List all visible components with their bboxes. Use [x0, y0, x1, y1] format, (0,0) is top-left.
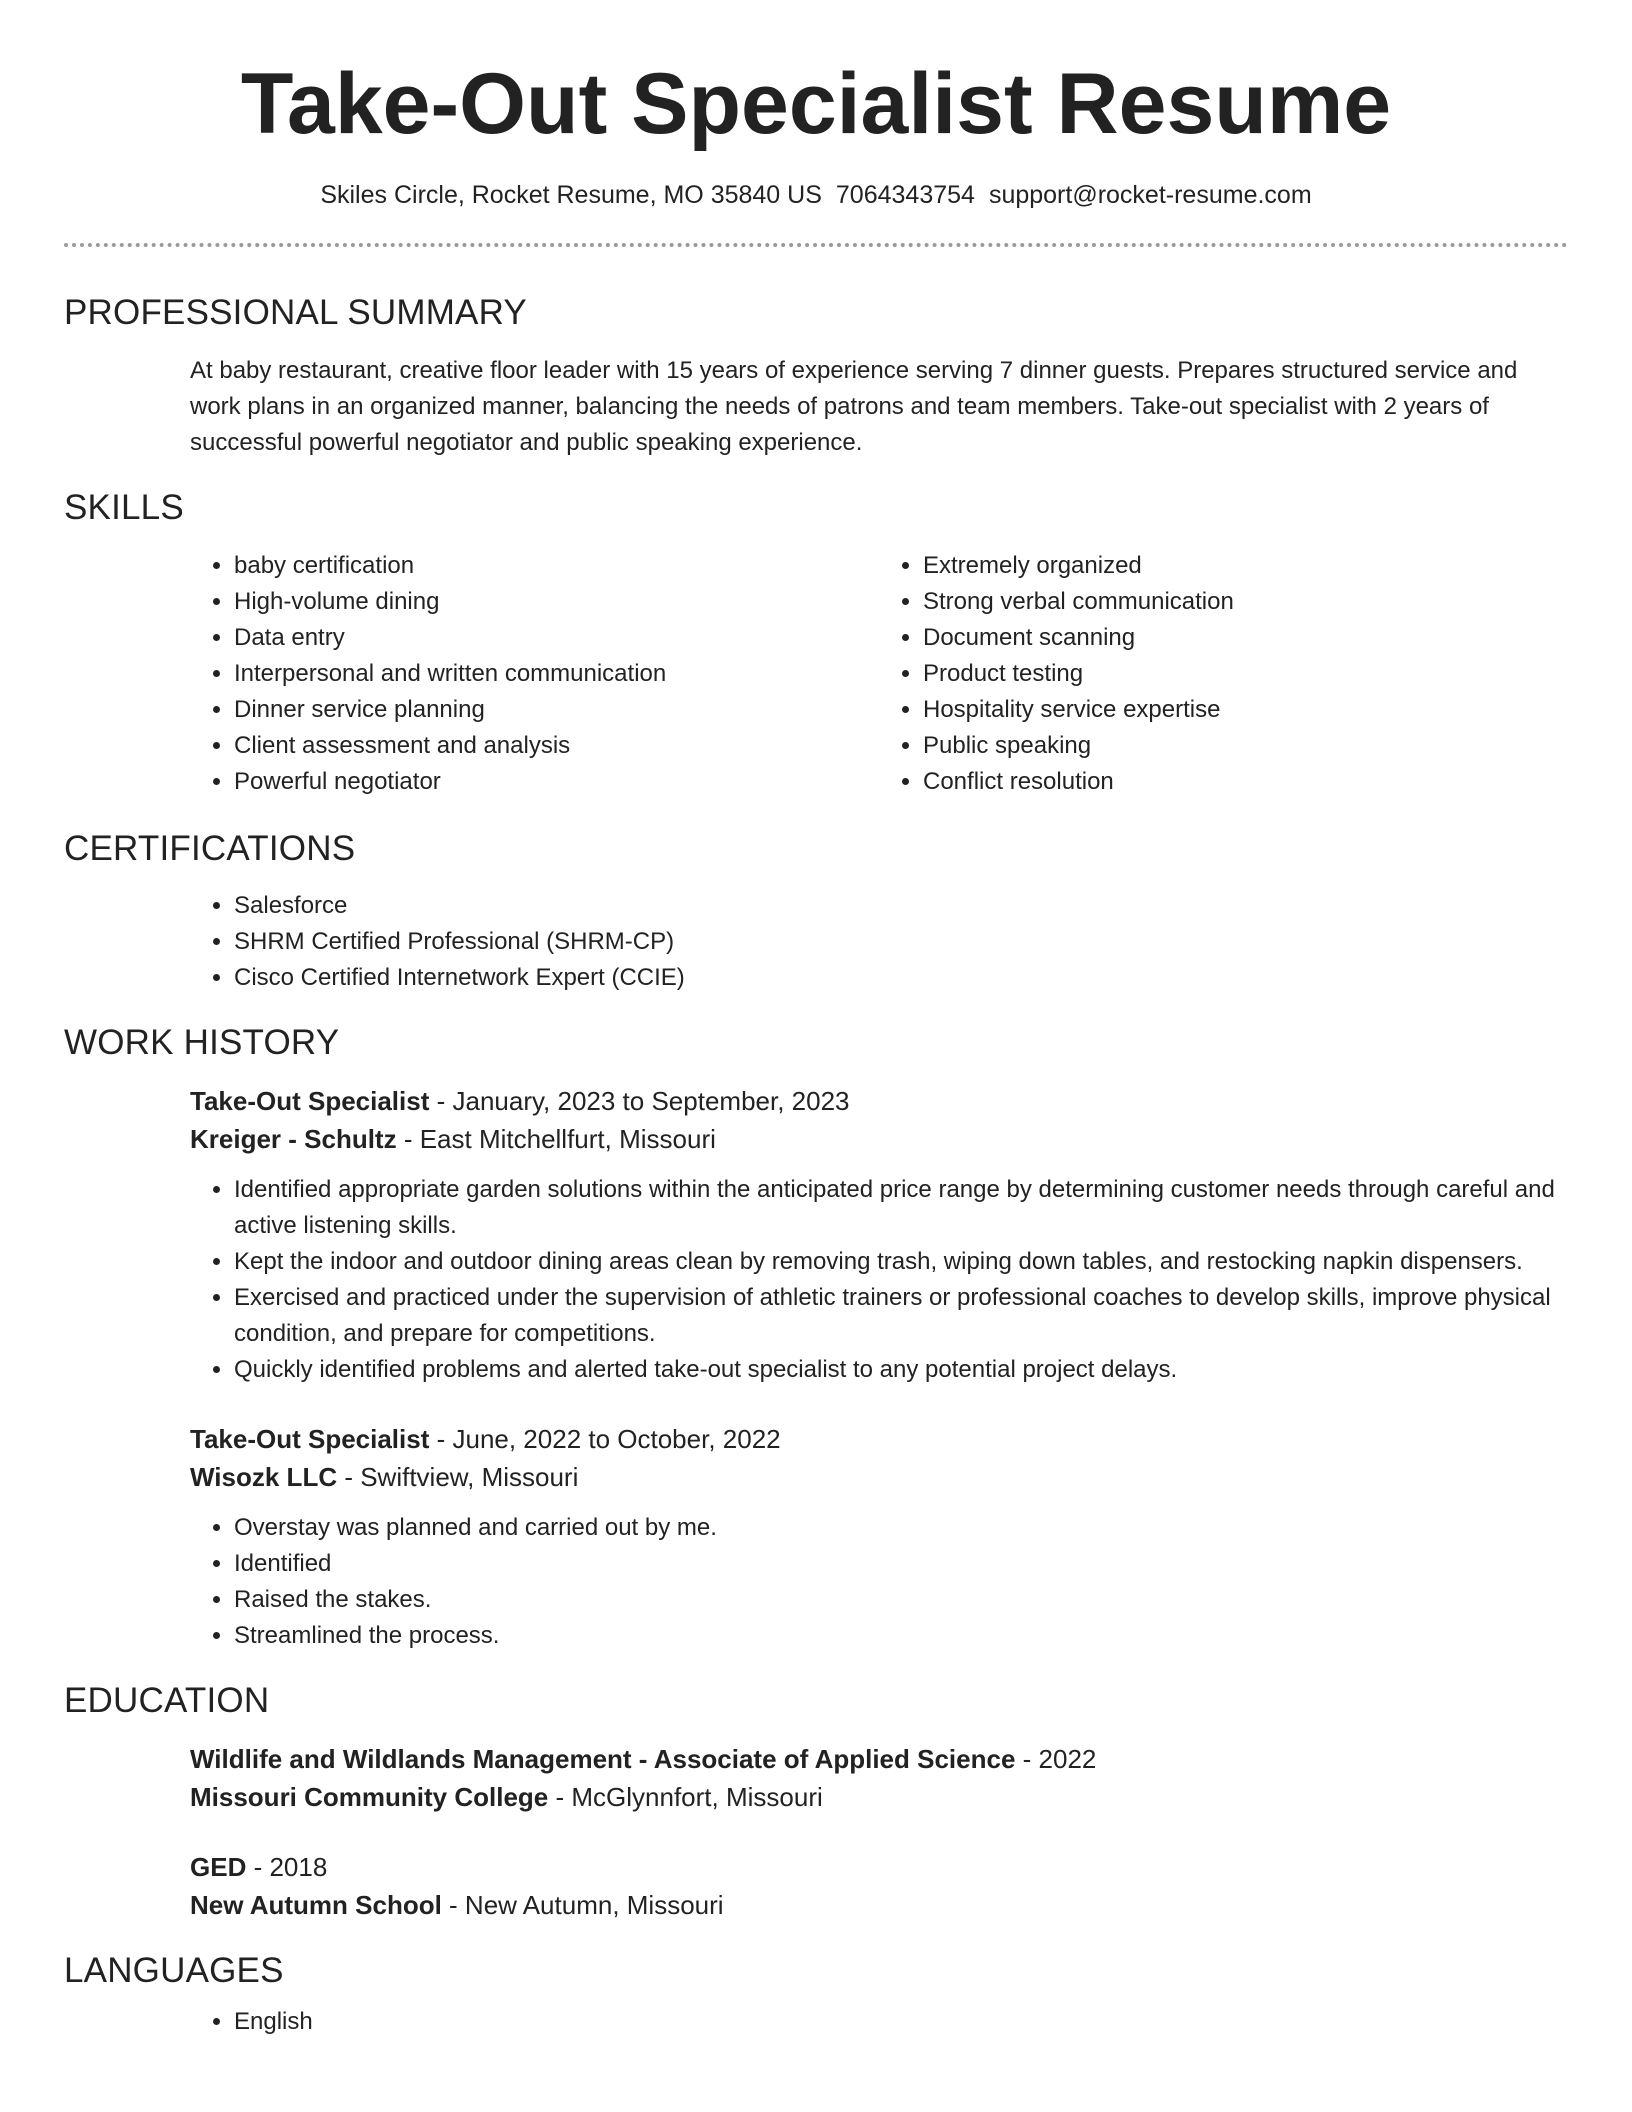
languages-list — [190, 2004, 1568, 2040]
job-company-line — [190, 1458, 1568, 1496]
job-title: Take-Out Specialist — [190, 1086, 430, 1116]
education-degree: Wildlife and Wildlands Management - Associate of Applied Science — [190, 1744, 1016, 1774]
certification-item: • Cisco Certified Internetwork Expert (CCIE) — [234, 960, 1568, 996]
certifications-heading: CERTIFICATIONS — [64, 829, 356, 868]
skill-item: • baby certification — [234, 548, 879, 584]
job-bullet: • Quickly identified problems and alerted take-out specialist to any potential project delays. — [234, 1352, 1568, 1388]
contact-address: Skiles Circle, Rocket Resume, MO 35840 US — [320, 181, 822, 209]
education-location: - New Autumn, Missouri — [441, 1890, 724, 1920]
job-title-line — [190, 1082, 1568, 1120]
header-divider — [64, 243, 1568, 247]
education-heading: EDUCATION — [64, 1681, 270, 1720]
job-entry — [190, 1420, 1568, 1654]
contact-line — [64, 178, 1568, 212]
languages-heading: LANGUAGES — [64, 1951, 284, 1990]
education-section — [64, 1740, 1568, 1924]
skill-item: • High-volume dining — [234, 584, 879, 620]
job-entry — [190, 1082, 1568, 1388]
job-bullet: • Identified appropriate garden solutions within the anticipated price range by determining customer needs through careful and active listening skills. — [234, 1172, 1568, 1244]
skills-list-right — [879, 548, 1568, 800]
summary-section — [64, 353, 1568, 461]
language-item: • English — [234, 2004, 1568, 2040]
job-company: Kreiger - Schultz — [190, 1124, 397, 1154]
job-title: Take-Out Specialist — [190, 1424, 430, 1454]
job-bullet: • Raised the stakes. — [234, 1582, 1568, 1618]
skill-item: • Strong verbal communication — [923, 584, 1568, 620]
certifications-list — [190, 888, 1568, 996]
job-company-line — [190, 1120, 1568, 1158]
skill-item: • Data entry — [234, 620, 879, 656]
education-degree-line — [190, 1740, 1568, 1778]
education-entry — [190, 1740, 1568, 1816]
job-bullet: • Overstay was planned and carried out by me. — [234, 1510, 1568, 1546]
education-year: - 2022 — [1015, 1744, 1097, 1774]
skill-item: • Public speaking — [923, 728, 1568, 764]
summary-heading: PROFESSIONAL SUMMARY — [64, 293, 527, 332]
education-location: - McGlynnfort, Missouri — [548, 1782, 823, 1812]
skill-item: • Client assessment and analysis — [234, 728, 879, 764]
certification-item: • Salesforce — [234, 888, 1568, 924]
skill-item: • Extremely organized — [923, 548, 1568, 584]
job-dates: - January, 2023 to September, 2023 — [429, 1086, 850, 1116]
skill-item: • Interpersonal and written communication — [234, 656, 879, 692]
education-school: Missouri Community College — [190, 1782, 549, 1812]
skill-item: • Powerful negotiator — [234, 764, 879, 800]
summary-text: At baby restaurant, creative floor leader with 15 years of experience serving 7 dinner guests. Prepares structured service and work plans in an organized manner, balancing the needs of patrons and team members. Take-out specialist with 2 years of successful powerful negotiator and public speaking experience. — [190, 357, 1518, 456]
job-title-line — [190, 1420, 1568, 1458]
education-school-line — [190, 1778, 1568, 1816]
education-school: New Autumn School — [190, 1890, 442, 1920]
job-bullets — [190, 1510, 1568, 1654]
job-bullet: • Kept the indoor and outdoor dining areas clean by removing trash, wiping down tables, and restocking napkin dispensers. — [234, 1244, 1568, 1280]
certifications-section — [64, 888, 1568, 996]
contact-email: support@rocket-resume.com — [988, 181, 1312, 209]
job-location: - Swiftview, Missouri — [337, 1462, 579, 1492]
skill-item: • Product testing — [923, 656, 1568, 692]
skill-item: • Document scanning — [923, 620, 1568, 656]
resume-title: Take-Out Specialist Resume — [240, 56, 1392, 152]
job-bullet: • Exercised and practiced under the supervision of athletic trainers or professional coaches to develop skills, improve physical condition, and prepare for competitions. — [234, 1280, 1568, 1352]
education-year: - 2018 — [246, 1852, 328, 1882]
skill-item: • Hospitality service expertise — [923, 692, 1568, 728]
skill-item: • Dinner service planning — [234, 692, 879, 728]
contact-phone: 7064343754 — [835, 181, 975, 209]
skills-heading: SKILLS — [64, 488, 184, 527]
skills-list-left — [190, 548, 879, 800]
job-company: Wisozk LLC — [190, 1462, 338, 1492]
job-dates: - June, 2022 to October, 2022 — [429, 1424, 781, 1454]
skills-section — [64, 548, 1568, 800]
job-bullet: • Streamlined the process. — [234, 1618, 1568, 1654]
education-degree-line — [190, 1848, 1568, 1886]
work-history-section — [64, 1082, 1568, 1654]
education-school-line — [190, 1886, 1568, 1924]
job-bullet: • Identified — [234, 1546, 1568, 1582]
languages-section — [64, 2004, 1568, 2040]
certification-item: • SHRM Certified Professional (SHRM-CP) — [234, 924, 1568, 960]
education-entry — [190, 1848, 1568, 1924]
skills-grid — [190, 548, 1568, 800]
education-degree: GED — [190, 1852, 247, 1882]
work-history-heading: WORK HISTORY — [64, 1023, 340, 1062]
job-bullets — [190, 1172, 1568, 1388]
job-location: - East Mitchellfurt, Missouri — [396, 1124, 716, 1154]
skill-item: • Conflict resolution — [923, 764, 1568, 800]
